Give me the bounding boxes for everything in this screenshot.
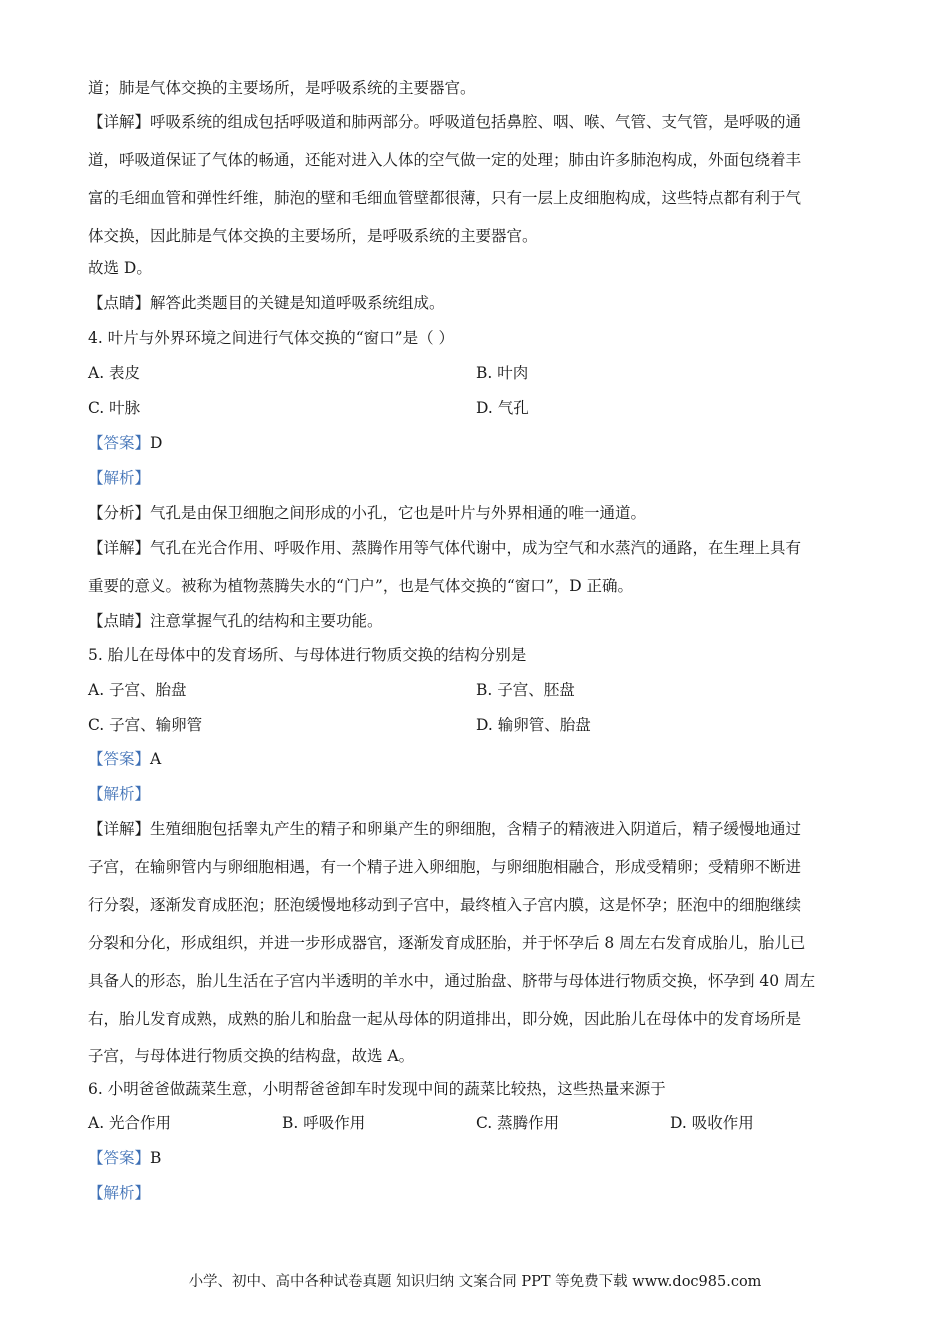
text-line: 行分裂，逐渐发育成胚泡；胚泡缓慢地移动到子宫中，最终植入子宫内膜，这是怀孕；胚泡中的细胞继续 [88,896,802,914]
option-b: B. 呼吸作用 [282,1114,366,1132]
text-line: 重要的意义。被称为植物蒸腾失水的“门户”，也是气体交换的“窗口”，D 正确。 [88,577,634,595]
option-a: A. 光合作用 [88,1114,172,1132]
question-stem: 4. 叶片与外界环境之间进行气体交换的“窗口”是（ ） [88,329,454,347]
analysis-line [88,1183,150,1203]
text-line: 富的毛细血管和弹性纤维，肺泡的壁和毛细血管壁都很薄，只有一层上皮细胞构成，这些特点都有利于气 [88,189,802,207]
text-line: 右，胎儿发育成熟，成熟的胎儿和胎盘一起从母体的阴道排出，即分娩，因此胎儿在母体中的发育场所是 [88,1010,802,1028]
analysis-tag: 【解析】 [88,469,151,487]
question-stem: 6. 小明爸爸做蔬菜生意，小明帮爸爸卸车时发现中间的蔬菜比较热，这些热量来源于 [88,1080,666,1098]
tip-tag: 【点睛】 [88,294,151,312]
option-b: B. 叶肉 [476,364,529,382]
detail-paragraph-line: 【详解】生殖细胞包括睾丸产生的精子和卵巢产生的卵细胞，含精子的精液进入阴道后，精子缓慢地通过 [88,820,802,838]
analysis-line [88,468,150,488]
text-line: 子宫，在输卵管内与卵细胞相遇，有一个精子进入卵细胞，与卵细胞相融合，形成受精卵；受精卵不断进 [88,858,802,876]
option-c: C. 叶脉 [88,399,141,417]
answer-tag: 【答案】 [88,1149,151,1167]
answer-line: 【答案】B [88,1149,162,1167]
answer-tag: 【答案】 [88,434,151,452]
text-line: 道，呼吸道保证了气体的畅通，还能对进入人体的空气做一定的处理；肺由许多肺泡构成，外面包绕着丰 [88,151,802,169]
analysis-line [88,784,150,804]
option-c: C. 蒸腾作用 [476,1114,560,1132]
question-stem: 5. 胎儿在母体中的发育场所、与母体进行物质交换的结构分别是 [88,646,527,664]
option-c: C. 子宫、输卵管 [88,716,203,734]
page-footer: 小学、初中、高中各种试卷真题 知识归纳 文案合同 PPT 等免费下载 www.doc985.com [188,1274,762,1290]
text-line: 子宫，与母体进行物质交换的结构盘，故选 A。 [88,1047,415,1065]
text-line: 具备人的形态，胎儿生活在子宫内半透明的羊水中，通过胎盘、脐带与母体进行物质交换，怀孕到 40 周左 [88,972,816,990]
detail-tag: 【详解】 [88,820,151,838]
detail-tag: 【详解】 [88,113,151,131]
detail-paragraph-line: 【详解】气孔在光合作用、呼吸作用、蒸腾作用等气体代谢中，成为空气和水蒸汽的通路，在生理上具有 [88,539,802,557]
answer-tag: 【答案】 [88,750,151,768]
option-d: D. 气孔 [476,399,529,417]
tip-line: 【点睛】注意掌握气孔的结构和主要功能。 [88,612,383,630]
text-line: 体交换，因此肺是气体交换的主要场所，是呼吸系统的主要器官。 [88,227,538,245]
option-d: D. 吸收作用 [670,1114,754,1132]
option-b: B. 子宫、胚盘 [476,681,575,699]
fenxi-line: 【分析】气孔是由保卫细胞之间形成的小孔，它也是叶片与外界相通的唯一通道。 [88,504,647,522]
text-line: 分裂和分化，形成组织，并进一步形成器官，逐渐发育成胚胎，并于怀孕后 8 周左右发育成胎儿，胎儿已 [88,934,806,952]
analysis-tag: 【解析】 [88,1184,151,1202]
tip-tag: 【点睛】 [88,612,151,630]
detail-tag: 【详解】 [88,539,151,557]
answer-line: 【答案】A [88,750,162,768]
answer-line: 【答案】D [88,434,163,452]
analysis-tag: 【解析】 [88,785,151,803]
option-a: A. 子宫、胎盘 [88,681,187,699]
text-line: 故选 D。 [88,259,152,277]
option-a: A. 表皮 [88,364,141,382]
fenxi-tag: 【分析】 [88,504,151,522]
text-line: 道；肺是气体交换的主要场所，是呼吸系统的主要器官。 [88,79,476,97]
tip-line: 【点睛】解答此类题目的关键是知道呼吸系统组成。 [88,294,445,312]
detail-paragraph-line: 【详解】呼吸系统的组成包括呼吸道和肺两部分。呼吸道包括鼻腔、咽、喉、气管、支气管，是呼吸的通 [88,113,802,131]
option-d: D. 输卵管、胎盘 [476,716,591,734]
